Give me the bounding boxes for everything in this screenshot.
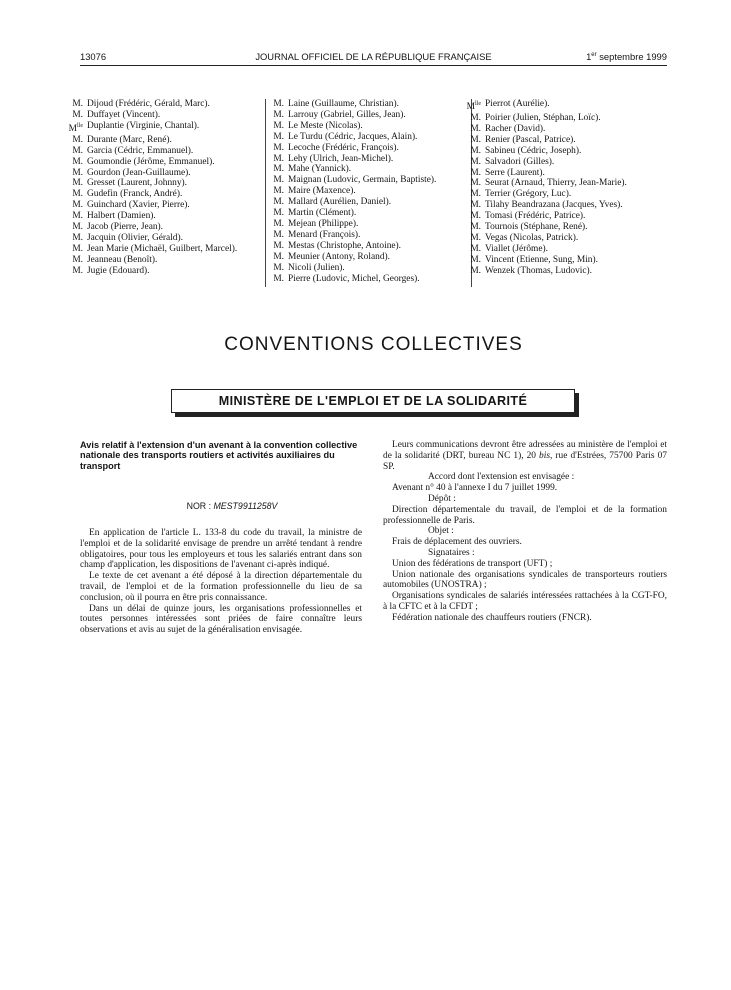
person-name: Vincent (Etienne, Sung, Min). [485, 254, 598, 265]
name-entry [460, 168, 675, 179]
civility: M. [72, 265, 83, 276]
name-entry [62, 233, 262, 244]
name-entry [460, 113, 675, 124]
name-entry [263, 99, 473, 110]
civility: M. [72, 222, 83, 233]
name-entry [263, 219, 473, 230]
ministry-banner [171, 389, 580, 418]
civility: M. [72, 156, 83, 167]
objet-text: Frais de déplacement des ouvriers. [392, 537, 522, 548]
civility: M. [72, 134, 83, 145]
person-name: Viallet (Jérôme). [485, 243, 548, 254]
person-name: Maire (Maxence). [288, 186, 356, 197]
person-name: Larrouy (Gabriel, Gilles, Jean). [288, 109, 406, 120]
name-entry [460, 266, 675, 277]
civility: M. [273, 240, 284, 251]
name-entry [263, 274, 473, 285]
civility: M. [470, 167, 481, 178]
signataire-item: Union des fédérations de transport (UFT) ; [392, 558, 553, 569]
name-entry [460, 200, 675, 211]
nor-code: MEST9911258V [213, 501, 278, 512]
civility: M. [470, 156, 481, 167]
civility: M. [273, 262, 284, 273]
person-name: Lecoche (Frédéric, François). [288, 142, 399, 153]
accord-text: Avenant n° 40 à l'annexe I du 7 juillet 1999. [392, 483, 558, 494]
person-name: Pierre (Ludovic, Michel, Georges). [288, 273, 420, 284]
person-name: Seurat (Arnaud, Thierry, Jean-Marie). [485, 178, 627, 189]
civility: M. [470, 178, 481, 189]
person-name: Pierrot (Aurélie). [485, 99, 550, 109]
civility: M. [273, 99, 284, 109]
person-name: Tilahy Beandrazana (Jacques, Yves). [485, 200, 623, 211]
person-name: Mahe (Yannick). [288, 164, 352, 175]
name-entry [62, 135, 262, 146]
name-entry [263, 121, 473, 132]
civility: M. [72, 200, 83, 211]
civility: M. [273, 197, 284, 208]
civility: M. [72, 109, 83, 120]
section-title: CONVENTIONS COLLECTIVES [224, 334, 523, 355]
name-entry [263, 230, 473, 241]
person-name: Mestas (Christophe, Antoine). [288, 240, 402, 251]
avis-left-column [80, 440, 362, 636]
person-name: Terrier (Grégory, Luc). [485, 189, 572, 200]
person-name: Garcia (Cédric, Emmanuel). [87, 145, 194, 156]
civility: M. [72, 211, 83, 222]
civility: M. [273, 131, 284, 142]
civility: M. [470, 134, 481, 145]
civility: M. [273, 208, 284, 219]
civility: M. [273, 251, 284, 262]
civility: M. [273, 109, 284, 120]
person-name: Martin (Clément). [288, 208, 357, 219]
name-entry [62, 244, 262, 255]
name-entry [263, 110, 473, 121]
person-name: Renier (Pascal, Patrice). [485, 134, 576, 145]
civility: M. [470, 145, 481, 156]
person-name: Le Meste (Nicolas). [288, 120, 363, 131]
civility: M. [72, 167, 83, 178]
depot-text: Direction départementale du travail, de l'emploi et de la formation professionnelle de Paris. [383, 504, 667, 526]
civility: M. [72, 189, 83, 200]
name-entry [62, 211, 262, 222]
name-entry [263, 241, 473, 252]
civility: M. [273, 273, 284, 284]
depot-label: Dépôt : [428, 493, 456, 504]
civility: M. [470, 265, 481, 276]
person-name: Tournois (Stéphane, René). [485, 222, 588, 233]
civility: M. [470, 200, 481, 211]
signataire-item: Union nationale des organisations syndicales de transporteurs routiers automobiles (UNOSTRA) ; [383, 569, 667, 591]
person-name: Nicoli (Julien). [288, 262, 345, 273]
person-name: Racher (David). [485, 123, 546, 134]
name-entry [62, 200, 262, 211]
signataire-item: Fédération nationale des chauffeurs routiers (FNCR). [392, 612, 592, 623]
name-entry [460, 157, 675, 168]
civility: M. [72, 243, 83, 254]
person-name: Wenzek (Thomas, Ludovic). [485, 265, 593, 276]
name-entry [62, 178, 262, 189]
person-name: Salvadori (Gilles). [485, 156, 555, 167]
civility: M. [72, 99, 83, 109]
name-entry [263, 186, 473, 197]
civility: M. [273, 175, 284, 186]
name-entry [460, 233, 675, 244]
name-entry [263, 263, 473, 274]
civility: M. [470, 211, 481, 222]
civility: M. [470, 222, 481, 233]
accord-label: Accord dont l'extension est envisagée : [428, 472, 575, 483]
civility: M. [470, 233, 481, 243]
person-name: Serre (Laurent). [485, 167, 545, 178]
communications-paragraph: Leurs communications devront être adressées au ministère de l'emploi et de la solidarité (DRT, bureau NC 1), 20 bis, rue d'Estrées, 75700 Paris 07 SP. [383, 440, 667, 472]
name-entry [460, 222, 675, 233]
person-name: Gourdon (Jean-Guillaume). [87, 167, 191, 178]
header-rule [80, 65, 667, 66]
person-name: Gresset (Laurent, Johnny). [87, 178, 187, 189]
name-entry [460, 124, 675, 135]
name-entry [62, 255, 262, 266]
civility: M. [273, 229, 284, 240]
person-name: Duplantie (Virginie, Chantal). [87, 120, 200, 131]
name-entry [460, 146, 675, 157]
civility: M. [273, 153, 284, 164]
civility: M. [72, 254, 83, 265]
person-name: Durante (Marc, René). [87, 134, 172, 145]
civility: M. [470, 113, 481, 124]
person-name: Jacob (Pierre, Jean). [87, 222, 164, 233]
names-column-1 [62, 99, 262, 277]
person-name: Laine (Guillaume, Christian). [288, 99, 399, 109]
person-name: Mejean (Philippe). [288, 218, 359, 229]
person-name: Le Turdu (Cédric, Jacques, Alain). [288, 131, 418, 142]
civility: M. [273, 142, 284, 153]
civility: M. [470, 189, 481, 200]
name-entry [263, 197, 473, 208]
ministry-name: MINISTÈRE DE L'EMPLOI ET DE LA SOLIDARITÉ [171, 389, 575, 413]
avis-right-column [383, 440, 667, 624]
avis-paragraph: Le texte de cet avenant a été déposé à la direction départementale du travail, de l'emploi et de la formation professionnelle du lieu de sa conclusion, où il pourra en être pris connaissance. [80, 571, 362, 603]
name-entry [62, 110, 262, 121]
name-entry [62, 146, 262, 157]
name-entry [62, 121, 262, 135]
page-header [80, 51, 667, 65]
name-entry [62, 266, 262, 277]
name-entry [460, 211, 675, 222]
names-column-2 [263, 99, 473, 284]
person-name: Tomasi (Frédéric, Patrice). [485, 211, 586, 222]
avis-paragraph: En application de l'article L. 133-8 du code du travail, la ministre de l'emploi et de la solidarité envisage de prendre un arrêté tendant à rendre obligatoires, pour tous les employeurs et tous les salariés entrant dans son champ d'application, les dispositions de l'avenant ci-après indiqué. [80, 528, 362, 571]
name-entry [460, 244, 675, 255]
civility: M. [72, 145, 83, 156]
person-name: Jacquin (Olivier, Gérald). [87, 233, 183, 243]
name-entry [263, 208, 473, 219]
person-name: Guinchard (Xavier, Pierre). [87, 200, 190, 211]
names-column-3 [460, 99, 675, 277]
person-name: Dijoud (Frédéric, Gérald, Marc). [87, 99, 210, 109]
name-entry [62, 222, 262, 233]
person-name: Halbert (Damien). [87, 211, 156, 222]
person-name: Jeanneau (Benoît). [87, 254, 158, 265]
page-number: 13076 [80, 51, 107, 62]
civility: M. [72, 178, 83, 189]
name-entry [460, 255, 675, 266]
name-entry [62, 157, 262, 168]
person-name: Menard (François). [288, 229, 361, 240]
civility: M. [470, 254, 481, 265]
person-name: Duffayet (Vincent). [87, 109, 161, 120]
civility: M. [72, 233, 83, 243]
person-name: Vegas (Nicolas, Patrick). [485, 233, 579, 243]
signataire-item: Organisations syndicales de salariés intéressées rattachées à la CGT-FO, à la CFTC et à la CFDT ; [383, 591, 667, 612]
signataires-label: Signataires : [428, 547, 475, 558]
name-entry [62, 189, 262, 200]
publication-date: 1er septembre 1999 [586, 51, 667, 62]
civility: M. [273, 164, 284, 175]
avis-paragraph: Dans un délai de quinze jours, les organisations professionnelles et toutes personnes intéressées sont priées de faire connaître leurs observations et avis au sujet de la généralisation envisagée. [80, 603, 362, 636]
civility: M. [470, 243, 481, 254]
person-name: Sabineu (Cédric, Joseph). [485, 145, 582, 156]
name-entry [460, 135, 675, 146]
name-entry [460, 178, 675, 189]
nor-reference: NOR : MEST9911258V [186, 501, 278, 512]
civility: M. [273, 120, 284, 131]
person-name: Lehy (Ulrich, Jean-Michel). [288, 153, 394, 164]
name-entry [263, 154, 473, 165]
person-name: Jean Marie (Michaël, Guilbert, Marcel). [87, 243, 238, 254]
name-entry [263, 175, 473, 186]
civility: $M^{lle}$ [68, 122, 83, 134]
journal-title: JOURNAL OFFICIEL DE LA RÉPUBLIQUE FRANÇAISE [255, 51, 492, 62]
person-name: Mallard (Aurélien, Daniel). [288, 197, 392, 208]
name-entry [263, 143, 473, 154]
name-entry [263, 132, 473, 143]
person-name: Meunier (Antony, Roland). [288, 251, 390, 262]
person-name: Gudefin (Franck, André). [87, 189, 183, 200]
civility: M. [273, 218, 284, 229]
name-entry [62, 168, 262, 179]
civility: M. [470, 123, 481, 134]
name-entry [460, 99, 675, 113]
person-name: Jugie (Edouard). [87, 265, 150, 276]
name-entry [62, 99, 262, 110]
civility: M. [273, 186, 284, 197]
person-name: Maignan (Ludovic, Germain, Baptiste). [288, 175, 437, 186]
avis-title: Avis relatif à l'extension d'un avenant à la convention collective nationale des transports routiers et activités auxiliaires du transport [80, 440, 358, 471]
civility: $M^{lle}$ [466, 101, 481, 113]
person-name: Poirier (Julien, Stéphan, Loïc). [485, 113, 601, 124]
objet-label: Objet : [428, 526, 454, 537]
name-entry [263, 252, 473, 263]
name-entry [263, 164, 473, 175]
person-name: Goumondie (Jérôme, Emmanuel). [87, 156, 215, 167]
name-entry [460, 189, 675, 200]
